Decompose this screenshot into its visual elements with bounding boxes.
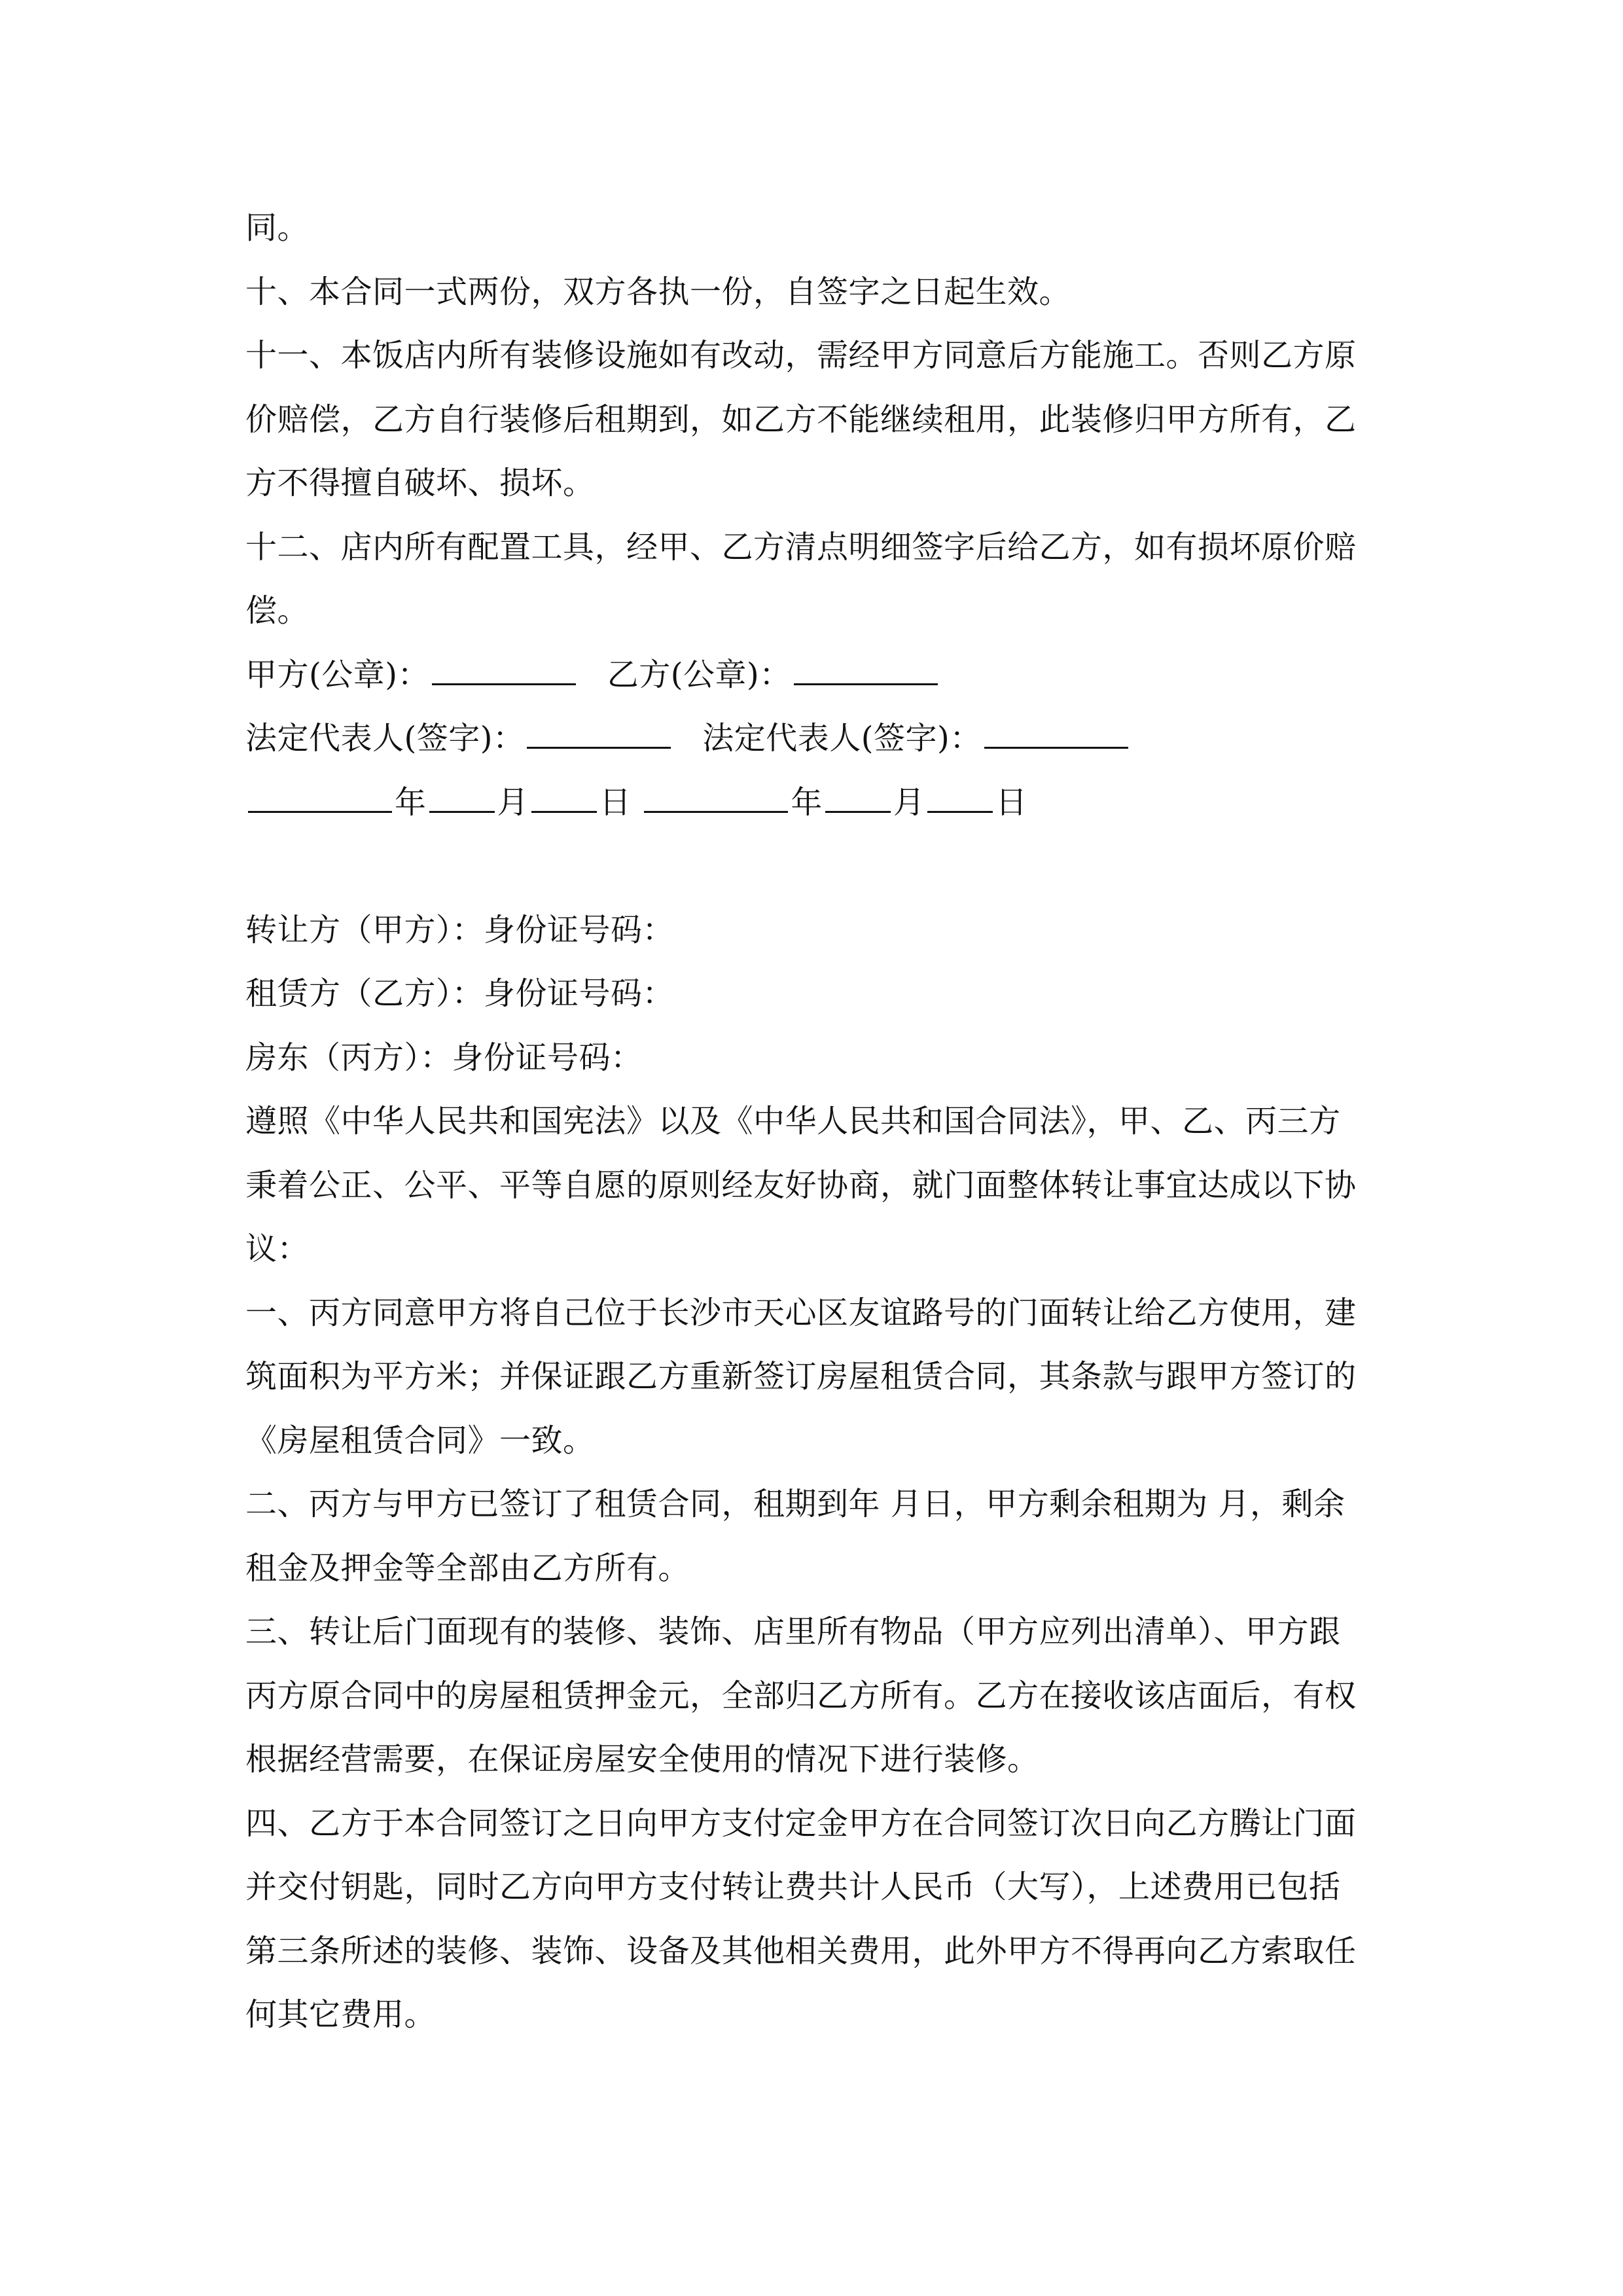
section-gap bbox=[245, 834, 1381, 899]
legal-rep-signature-line bbox=[245, 707, 1381, 771]
party-b-seal-label: 乙方(公章)： bbox=[607, 656, 791, 693]
text-line: 同。 bbox=[245, 209, 310, 246]
month-a-label: 月 bbox=[497, 783, 529, 821]
text-line: 租金及押金等全部由乙方所有。 bbox=[245, 1549, 690, 1587]
text-line: 议： bbox=[245, 1230, 310, 1267]
text-line: 《房屋租赁合同》一致。 bbox=[245, 1422, 595, 1459]
text-line: 转让方（甲方）：身份证号码： bbox=[245, 911, 675, 948]
month-b-label: 月 bbox=[893, 783, 925, 821]
contract-page bbox=[245, 196, 1381, 2047]
text-line: 十二、店内所有配置工具，经甲、乙方清点明细签字后给乙方，如有损坏原价赔 bbox=[245, 528, 1357, 565]
text-line: 一、丙方同意甲方将自己位于长沙市天心区友谊路号的门面转让给乙方使用，建 bbox=[245, 1294, 1357, 1331]
party-a-seal-label: 甲方(公章)： bbox=[245, 656, 429, 693]
day-b-blank bbox=[927, 777, 993, 813]
text-line: 方不得擅自破坏、损坏。 bbox=[245, 465, 595, 501]
legal-rep-a-blank bbox=[527, 713, 671, 749]
text-line: 根据经营需要，在保证房屋安全使用的情况下进行装修。 bbox=[245, 1741, 1039, 1778]
text-line: 租赁方（乙方）：身份证号码： bbox=[245, 975, 675, 1012]
legal-rep-a-label: 法定代表人(签字)： bbox=[245, 720, 525, 757]
day-a-label: 日 bbox=[599, 783, 632, 821]
party-a-seal-blank bbox=[432, 649, 576, 685]
text-line: 三、转让后门面现有的装修、装饰、店里所有物品（甲方应列出清单）、甲方跟 bbox=[245, 1613, 1341, 1650]
day-a-blank bbox=[531, 777, 597, 813]
text-line: 四、乙方于本合同签订之日向甲方支付定金甲方在合同签订次日向乙方腾让门面 bbox=[245, 1804, 1357, 1842]
text-line: 偿。 bbox=[245, 592, 310, 629]
text-line: 价赔偿，乙方自行装修后租期到，如乙方不能继续租用，此装修归甲方所有，乙 bbox=[245, 401, 1357, 438]
month-a-blank bbox=[429, 777, 495, 813]
year-b-blank bbox=[644, 777, 788, 813]
text-line: 房东（丙方）：身份证号码： bbox=[245, 1039, 643, 1076]
text-line: 秉着公正、公平、平等自愿的原则经友好协商，就门面整体转让事宜达成以下协 bbox=[245, 1166, 1357, 1204]
text-line: 十、本合同一式两份，双方各执一份，自签字之日起生效。 bbox=[245, 273, 1071, 310]
seal-signature-line bbox=[245, 643, 1381, 708]
day-b-label: 日 bbox=[995, 783, 1027, 821]
text-line: 十一、本饭店内所有装修设施如有改动，需经甲方同意后方能施工。否则乙方原 bbox=[245, 337, 1357, 374]
text-line: 筑面积为平方米；并保证跟乙方重新签订房屋租赁合同，其条款与跟甲方签订的 bbox=[245, 1358, 1357, 1395]
text-line: 第三条所述的装修、装饰、设备及其他相关费用，此外甲方不得再向乙方索取任 bbox=[245, 1932, 1357, 1969]
text-line: 遵照《中华人民共和国宪法》以及《中华人民共和国合同法》，甲、乙、丙三方 bbox=[245, 1103, 1341, 1139]
legal-rep-b-blank bbox=[984, 713, 1128, 749]
legal-rep-b-label: 法定代表人(签字)： bbox=[702, 720, 982, 757]
text-line: 何其它费用。 bbox=[245, 1996, 437, 2033]
month-b-blank bbox=[825, 777, 891, 813]
year-b-label: 年 bbox=[791, 783, 823, 821]
text-line: 并交付钥匙，同时乙方向甲方支付转让费共计人民币（大写），上述费用已包括 bbox=[245, 1869, 1341, 1905]
year-a-label: 年 bbox=[395, 783, 427, 821]
date-line bbox=[245, 771, 1381, 835]
text-line: 二、丙方与甲方已签订了租赁合同，租期到年 月日，甲方剩余租期为 月，剩余 bbox=[245, 1486, 1346, 1522]
text-line: 丙方原合同中的房屋租赁押金元，全部归乙方所有。乙方在接收该店面后，有权 bbox=[245, 1677, 1357, 1714]
year-a-blank bbox=[248, 777, 392, 813]
party-b-seal-blank bbox=[794, 649, 938, 685]
